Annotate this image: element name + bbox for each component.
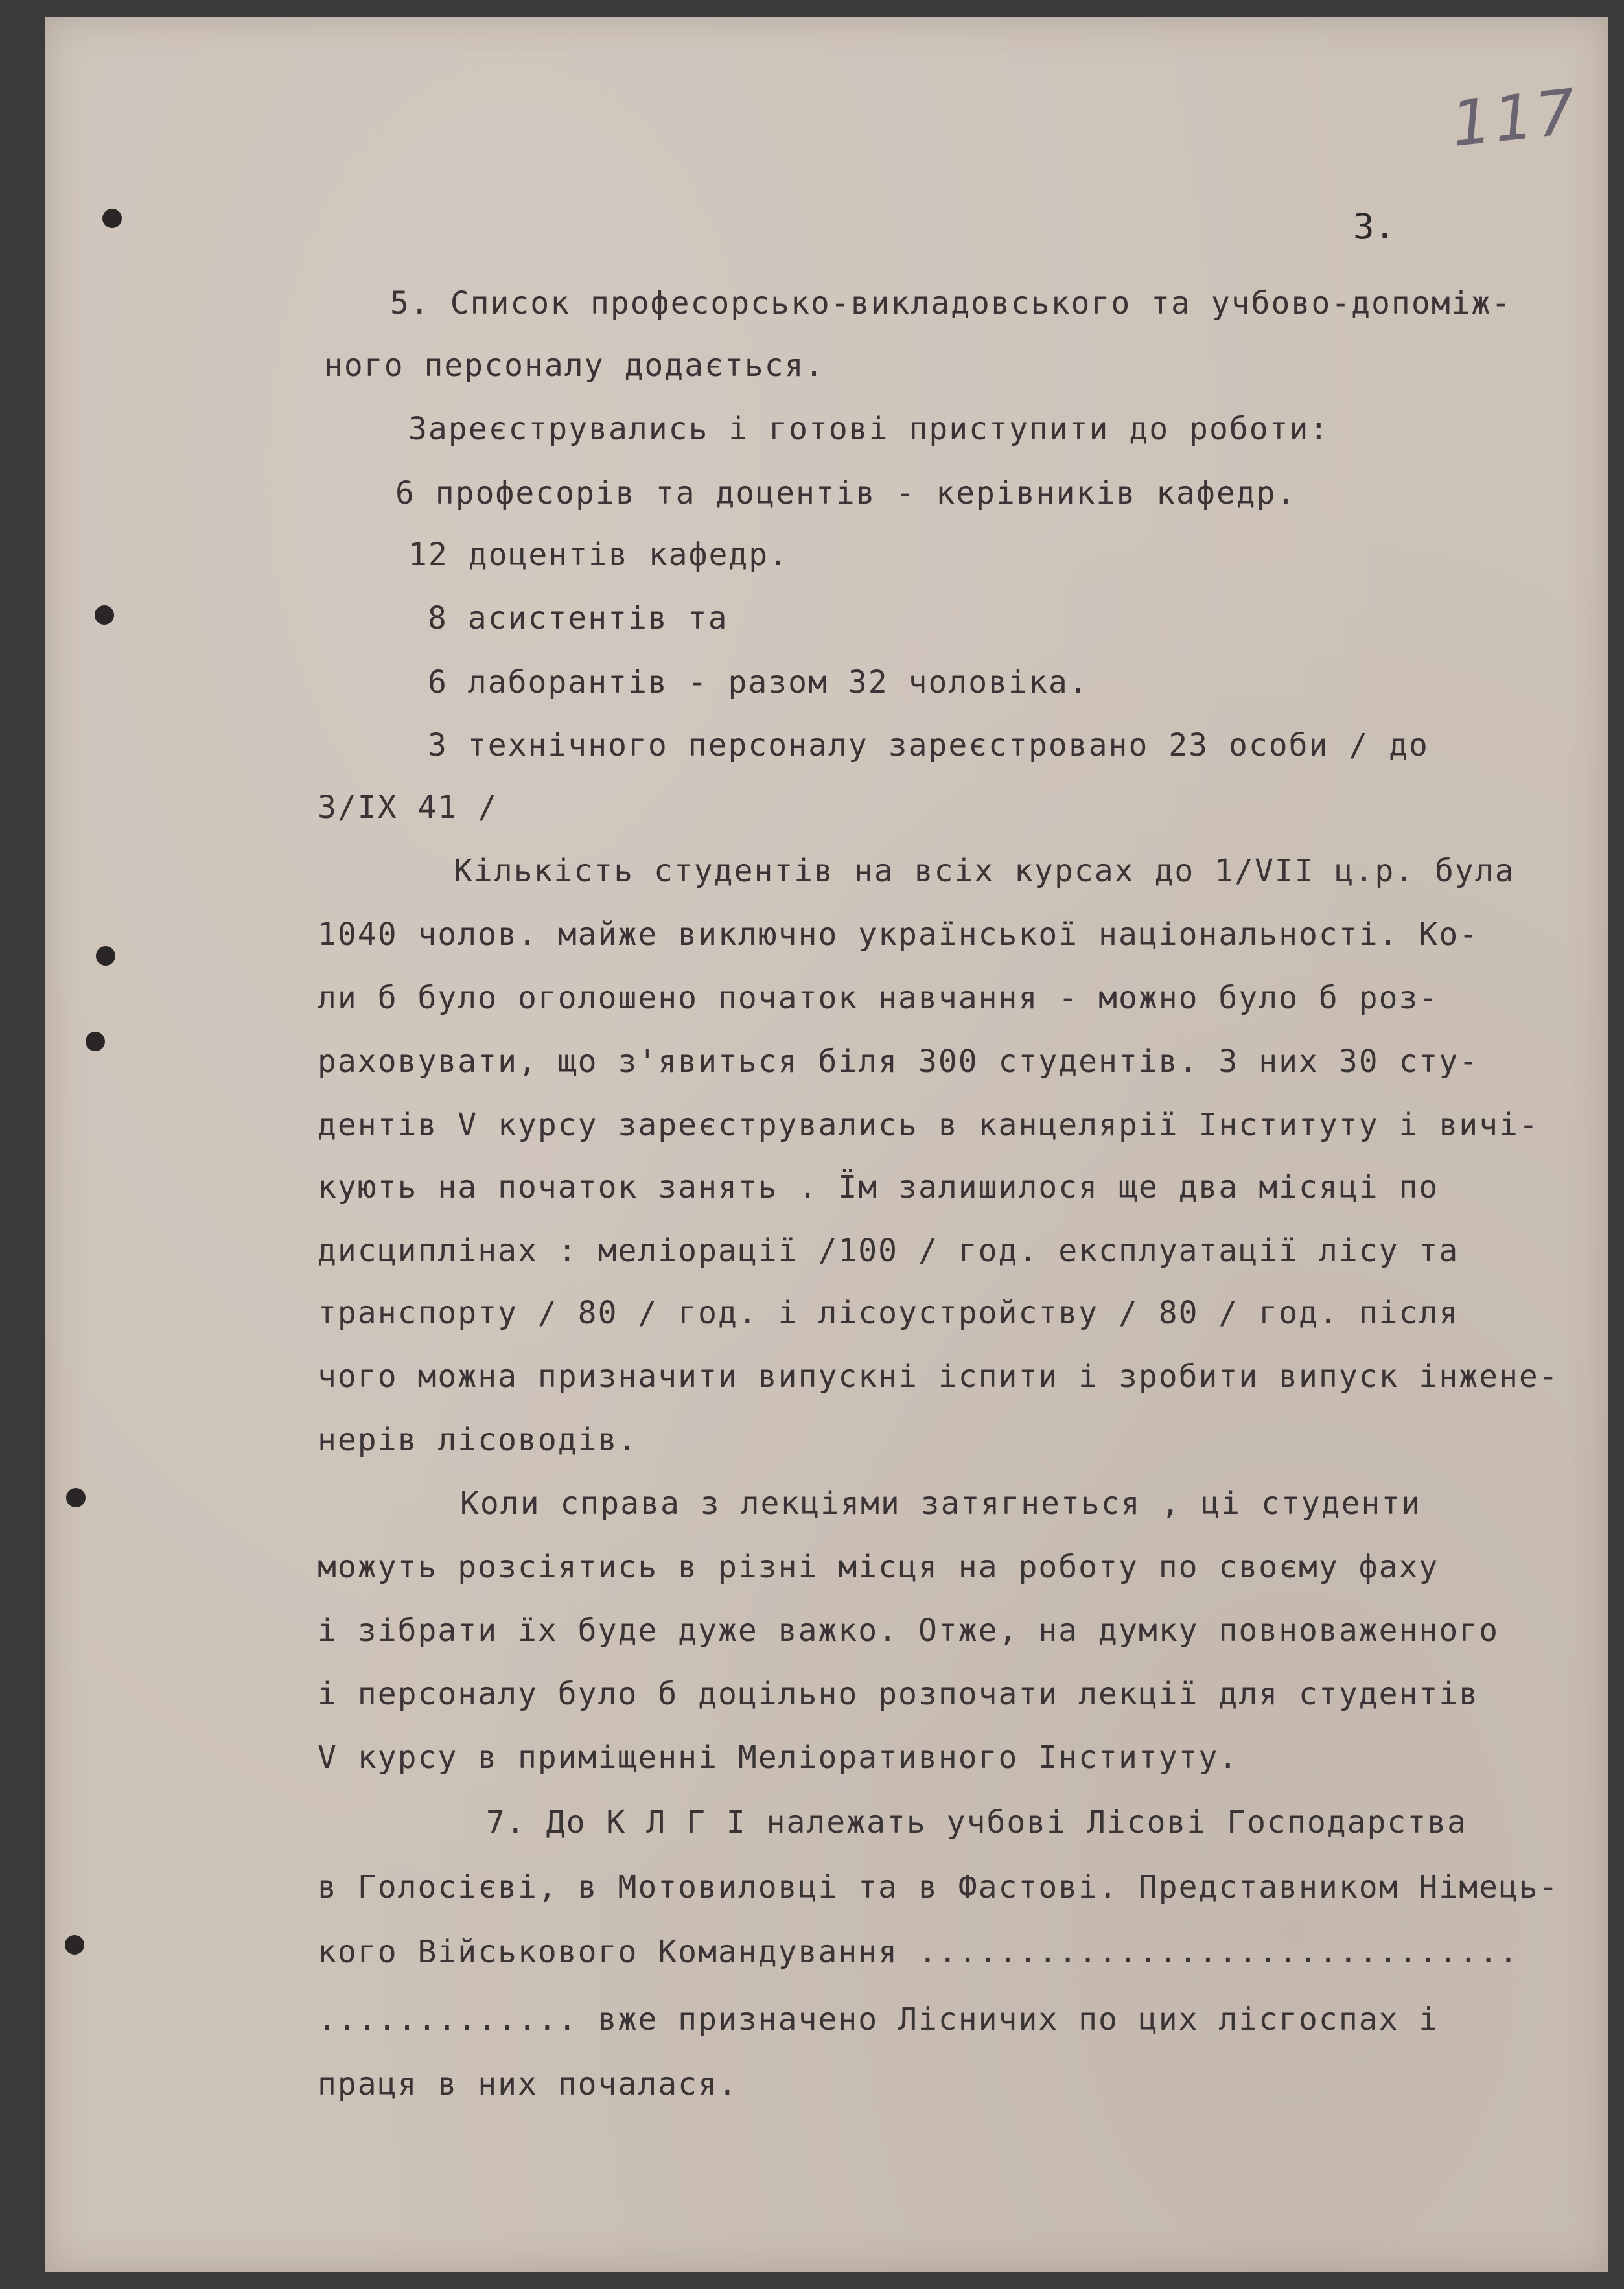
text-line: можуть розсіятись в різні місця на роботу по своєму фаху: [318, 1549, 1439, 1585]
text-line: 3/IX 41 /: [318, 789, 498, 826]
text-line: 6 професорів та доцентів - керівників кафедр.: [395, 475, 1297, 511]
text-line: транспорту / 80 / год. і лісоустройству / 80 / год. після: [318, 1295, 1459, 1331]
text-line: ного персоналу додається.: [324, 347, 825, 384]
text-line: 1040 чолов. майже виключно української національності. Ко-: [318, 916, 1479, 953]
document-page: [45, 17, 1608, 2272]
text-line: 7. До К Л Г І належать учбові Лісові Господарства: [486, 1804, 1468, 1841]
text-line: дисциплінах : меліорації /100 / год. експлуатації лісу та: [318, 1233, 1459, 1269]
binding-hole: [102, 209, 122, 228]
text-line: кого Військового Командування ..............................: [318, 1934, 1519, 1970]
text-line: нерів лісоводів.: [318, 1422, 638, 1458]
text-line: праця в них почалася.: [318, 2066, 738, 2102]
binding-hole: [95, 605, 114, 625]
text-line: раховувати, що з'явиться біля 300 студентів. З них 30 сту-: [318, 1043, 1479, 1080]
text-line: і зібрати їх буде дуже важко. Отже, на думку повноваженного: [318, 1612, 1500, 1649]
text-line: З технічного персоналу зареєстровано 23 особи / до: [428, 727, 1429, 763]
text-line: Коли справа з лекціями затягнеться , ці студенти: [460, 1485, 1422, 1522]
text-line: в Голосієві, в Мотовиловці та в Фастові. Представником Німець-: [318, 1869, 1559, 1905]
binding-hole: [86, 1032, 105, 1051]
text-line: чого можна призначити випускні іспити і зробити випуск інжене-: [318, 1358, 1559, 1395]
binding-hole: [96, 946, 115, 966]
text-line: 6 лаборантів - разом 32 чоловіка.: [428, 664, 1089, 701]
text-line: дентів V курсу зареєструвались в канцелярії Інституту і вичі-: [318, 1107, 1539, 1143]
text-line: 5. Список професорсько-викладовського та учбово-допоміж-: [390, 285, 1512, 321]
binding-hole: [65, 1935, 84, 1955]
text-line: Кількість студентів на всіх курсах до 1/VII ц.р. була: [454, 853, 1515, 889]
text-line: ............. вже призначено Лісничих по цих лісгоспах і: [318, 2001, 1439, 2038]
text-line: V курсу в приміщенні Меліоративного Інституту.: [318, 1739, 1239, 1776]
text-line: 12 доцентів кафедр.: [408, 537, 789, 573]
text-line: кують на початок занять . Їм залишилося ще два місяці по: [318, 1169, 1439, 1205]
text-line: ли б було оголошено початок навчання - можно було б роз-: [318, 980, 1439, 1016]
binding-hole: [66, 1488, 86, 1507]
page-number: 3.: [1353, 206, 1396, 247]
text-line: 8 асистентів та: [428, 600, 728, 636]
text-line: Зареєструвались і готові приступити до роботи:: [408, 411, 1330, 447]
text-line: і персоналу було б доцільно розпочати лекції для студентів: [318, 1676, 1479, 1712]
archive-folio-number: 117: [1448, 75, 1582, 161]
